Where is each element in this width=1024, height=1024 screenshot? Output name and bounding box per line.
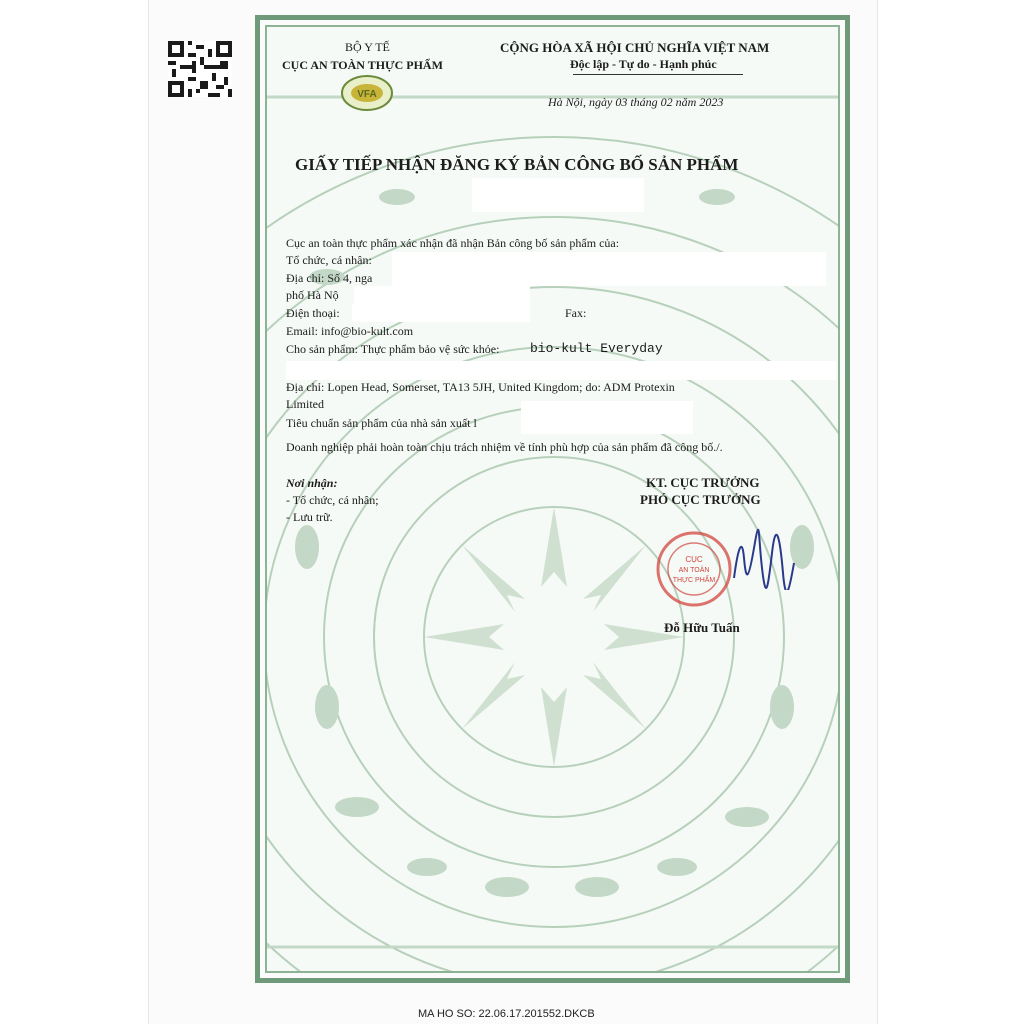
manufacturer-address: Địa chỉ: Lopen Head, Somerset, TA13 5JH, United Kingdom; do: ADM Protexin: [286, 380, 675, 394]
product-name: bio-kult Everyday: [530, 341, 663, 356]
issue-date: Hà Nội, ngày 03 tháng 02 năm 2023: [548, 95, 724, 109]
handwritten-signature: [728, 528, 798, 590]
redacted-standard: [521, 401, 693, 434]
vfa-logo-text: VFA: [357, 89, 377, 100]
official-stamp: [655, 530, 733, 608]
product-label: Cho sản phẩm: Thực phẩm bảo vệ sức khỏe:: [286, 342, 500, 356]
address-continuation: phố Hà Nộ: [286, 288, 339, 302]
vfa-logo: [340, 74, 395, 112]
phone-label: Điện thoại:: [286, 306, 340, 320]
country-name: CỘNG HÒA XÃ HỘI CHỦ NGHĨA VIỆT NAM: [500, 40, 770, 55]
signature-line-2: PHÓ CỤC TRƯỞNG: [640, 492, 761, 507]
redacted-manufacturer: [286, 361, 836, 380]
recipient-item: - Tổ chức, cá nhân;: [286, 493, 379, 507]
svg-text:AN TOÀN: AN TOÀN: [678, 567, 710, 574]
agency-name: CỤC AN TOÀN THỰC PHẨM: [282, 58, 443, 72]
intro-text: Cục an toàn thực phẩm xác nhận đã nhận Bản công bố sản phẩm của:: [286, 236, 620, 250]
standard-label: Tiêu chuẩn sản phẩm của nhà sản xuất l: [286, 416, 477, 430]
manufacturer-address-cont: Limited: [286, 397, 324, 411]
redacted-phone: [352, 304, 530, 322]
redacted-organization: [392, 252, 826, 286]
national-motto: Độc lập - Tự do - Hạnh phúc: [570, 57, 717, 71]
certificate-title: GIẤY TIẾP NHẬN ĐĂNG KÝ BẢN CÔNG BỐ SẢN PHẨM: [295, 155, 739, 174]
signer-name: Đỗ Hữu Tuấn: [664, 620, 740, 635]
ministry-name: BỘ Y TẾ: [345, 40, 390, 54]
dossier-number: MA HO SO: 22.06.17.201552.DKCB: [418, 1008, 595, 1020]
fax-label: Fax:: [565, 306, 587, 320]
recipient-item: - Lưu trữ.: [286, 510, 333, 524]
recipients-heading: Nơi nhận:: [286, 476, 338, 490]
address-label: Địa chỉ: Số 4, nga: [286, 271, 373, 285]
responsibility-statement: Doanh nghiệp phải hoàn toàn chịu trách nhiệm về tính phù hợp của sản phẩm đã công bố./.: [286, 440, 723, 454]
qr-code: [168, 40, 232, 98]
svg-text:CỤC: CỤC: [685, 555, 703, 564]
redacted-address: [354, 286, 530, 306]
svg-text:THỰC PHẨM: THỰC PHẨM: [672, 577, 716, 584]
signature-line-1: KT. CỤC TRƯỞNG: [646, 475, 760, 490]
email-line: Email: info@bio-kult.com: [286, 324, 414, 338]
organization-label: Tổ chức, cá nhân:: [286, 253, 372, 267]
redacted-registration-number: [472, 178, 644, 212]
